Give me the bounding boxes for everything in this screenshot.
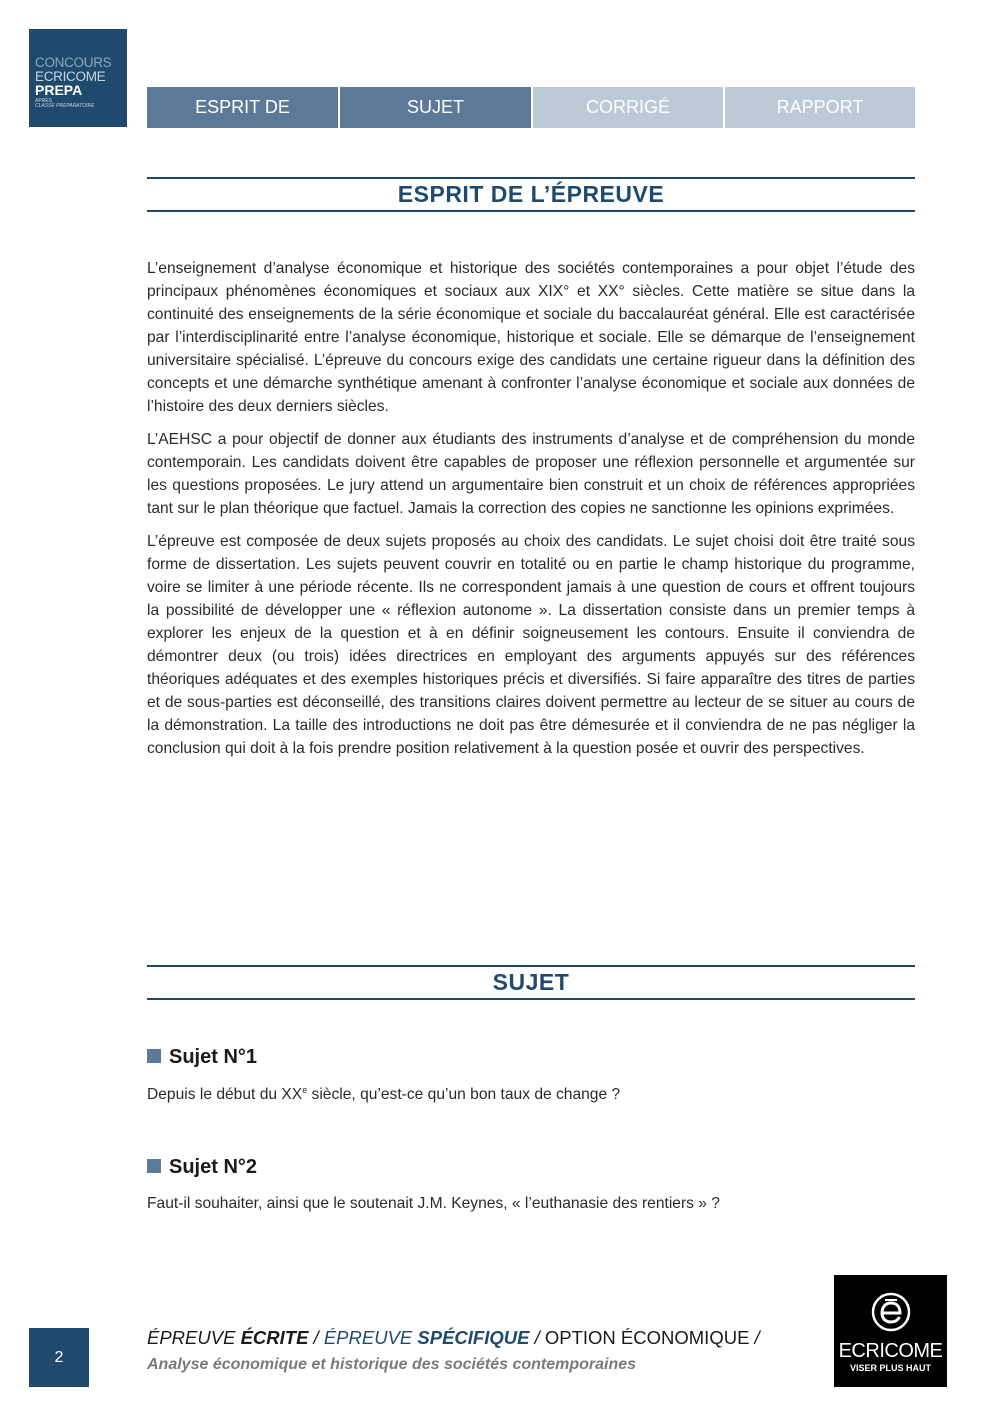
- footer-part2: ÉCRITE: [240, 1327, 309, 1348]
- sujet-1-text-sup: e: [302, 1085, 308, 1095]
- sujet-1-question: [147, 1085, 620, 1104]
- logo-line-ecricome: ECRICOME: [35, 68, 106, 84]
- sujet-2-title: [147, 1156, 257, 1179]
- logo-line-classe: CLASSE PRÉPARATOIRE: [35, 103, 95, 109]
- footer-subject: Analyse économique et historique des sociétés contemporaines: [147, 1356, 637, 1373]
- esprit-paragraph-2: L’AEHSC a pour objectif de donner aux étudiants des instruments d’analyse et de compréhension du monde contemporain. Les candidats doivent être capables de proposer une réflexion personnelle et argumentée sur les questions proposées. Le jury attend un argumentaire bien construit et un choix de références appropriées tant sur le plan théorique que factuel. Jamais la correction des copies ne sanctionne les opinions exprimées.: [147, 431, 915, 517]
- footer-sep3: /: [749, 1327, 760, 1348]
- sujet-1-title: [147, 1046, 257, 1069]
- sujet-heading: SUJET: [147, 965, 915, 1000]
- sujet-1-title-text: Sujet N°1: [169, 1046, 258, 1068]
- sujet-1-text-after: siècle, qu’est-ce qu’un bon taux de change ?: [307, 1086, 621, 1104]
- ecricome-logo-tagline: VISER PLUS HAUT: [849, 1363, 931, 1373]
- square-bullet-icon: [147, 1049, 161, 1063]
- tab-corrige[interactable]: CORRIGÉ: [533, 87, 723, 128]
- sujet-2-title-text: Sujet N°2: [169, 1156, 258, 1178]
- tab-sujet[interactable]: SUJET: [340, 87, 531, 128]
- esprit-body: [147, 257, 915, 770]
- ecricome-logo-name: ECRICOME: [838, 1340, 943, 1362]
- logo-line-prepa: PREPA: [35, 82, 83, 98]
- sujet-2-question: Faut-il souhaiter, ainsi que le soutenait J.M. Keynes, « l’euthanasie des rentiers » ?: [147, 1195, 720, 1212]
- footer-sep2: /: [529, 1327, 545, 1348]
- footer-part5: OPTION ÉCONOMIQUE: [544, 1327, 750, 1348]
- footer-exam-type: [147, 1327, 760, 1349]
- esprit-paragraph-1: L’enseignement d’analyse économique et historique des sociétés contemporaines a pour objet l’étude des principaux phénomènes économiques et sociaux aux XIX° et XX° siècles. Cette matière se situe dans la continuité des enseignements de la série économique et sociale du baccalauréat général. Elle est caractérisée par l’interdisciplinarité entre l’analyse économique, historique et sociale. Elle se démarque de l’enseignement universitaire spécialisé. L’épreuve du concours exige des candidats une certaine rigueur dans la définition des concepts et une démarche synthétique amenant à confronter l’analyse économique et sociale aux données de l’histoire des deux derniers siècles.: [147, 260, 915, 415]
- tab-esprit[interactable]: ESPRIT DE L’ÉPREUVE: [147, 87, 338, 128]
- concours-ecricome-logo: [29, 29, 127, 127]
- ecricome-logo: [834, 1275, 947, 1387]
- esprit-paragraph-3: L’épreuve est composée de deux sujets proposés au choix des candidats. Le sujet choisi doit être traité sous forme de dissertation. Les sujets peuvent couvrir en totalité ou en partie le champ historique du programme, voire se limiter à une période récente. Ils ne correspondent jamais à une question de cours et offrent toujours la possibilité de développer une « réflexion autonome ». La dissertation consiste dans un premier temps à explorer les enjeux de la question et à en définir soigneusement les contours. Ensuite il conviendra de démontrer deux (ou trois) idées directrices en employant des arguments appuyés sur des références théoriques adéquates et des exemples historiques précis et diversifiés. Si faire apparaître des titres de parties et de sous-parties est déconseillé, des transitions claires doivent permettre au lecteur de se situer au cours de la démonstration. La taille des introductions ne doit pas être démesurée et il conviendra de ne pas négliger la conclusion qui doit à la fois prendre position relativement à la question posée et ouvrir des perspectives.: [147, 533, 915, 757]
- page-number: 2: [29, 1328, 89, 1387]
- footer-sep1: /: [308, 1327, 324, 1348]
- esprit-heading: ESPRIT DE L’ÉPREUVE: [147, 177, 915, 212]
- section-tabs: [147, 87, 915, 158]
- footer-part3: ÉPREUVE: [323, 1327, 418, 1348]
- logo-line-concours: CONCOURS: [35, 55, 112, 70]
- footer-part4: SPÉCIFIQUE: [417, 1327, 530, 1348]
- logo-line-apres: APRÈS: [35, 98, 52, 104]
- sujet-1-text-before: Depuis le début du XX: [147, 1086, 303, 1104]
- footer-part1: ÉPREUVE: [147, 1327, 241, 1348]
- tab-rapport[interactable]: RAPPORT: [725, 87, 915, 128]
- square-bullet-icon: [147, 1159, 161, 1173]
- ecricome-e-icon: [870, 1291, 912, 1333]
